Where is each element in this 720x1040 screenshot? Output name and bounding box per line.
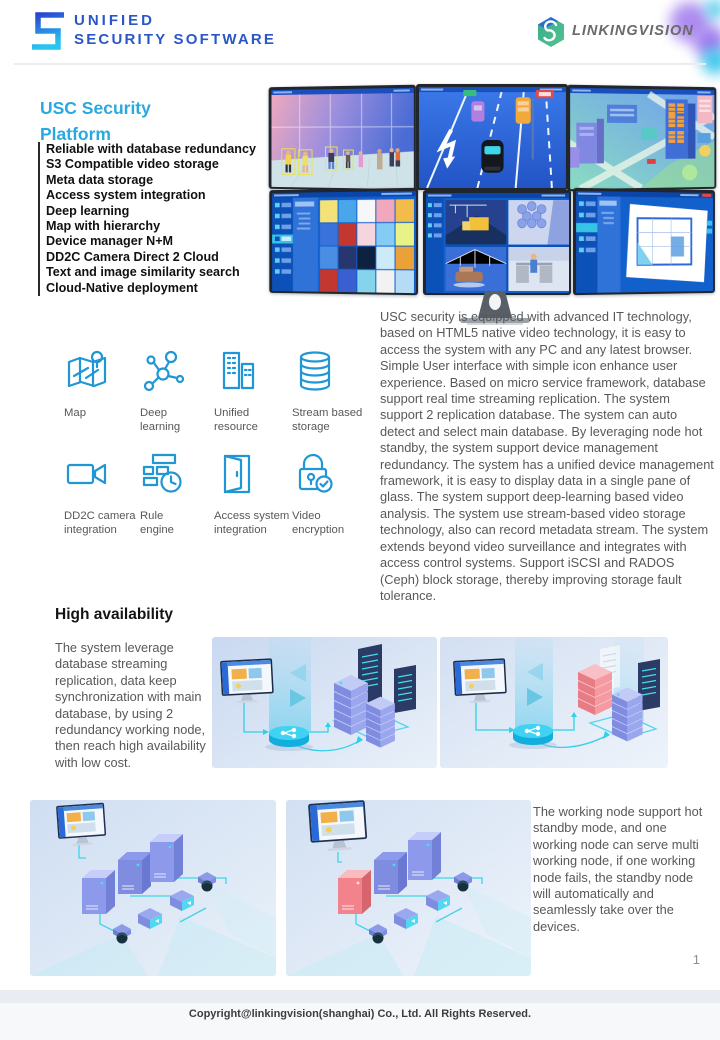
- illustration-redundancy-failover: [440, 637, 668, 768]
- brand-line2: SECURITY SOFTWARE: [74, 31, 277, 48]
- page-title-line2: Platform: [40, 124, 111, 144]
- rule-engine-icon: [140, 451, 186, 497]
- monitor-quad-view: [423, 190, 571, 295]
- traffic-screen: [419, 87, 566, 188]
- footer-copyright: Copyright@linkingvision(shanghai) Co., Ltd. All Rights Reserved.: [188, 1008, 532, 1020]
- icon-label: Map: [64, 407, 86, 419]
- feature-item: Cloud-Native deployment: [46, 280, 198, 295]
- icon-label: DD2C camera integration: [64, 510, 136, 536]
- decor-blob-cyan: [702, 48, 720, 74]
- feature-item: Meta data storage: [46, 172, 154, 187]
- brand-logo: [30, 11, 66, 56]
- monitor-traffic: [416, 84, 568, 190]
- partner-name: LINKINGVISION: [572, 23, 694, 39]
- icon-label: Unified resource: [214, 407, 258, 433]
- feature-item: Access system integration: [46, 188, 206, 203]
- page-title-line1: USC Security: [40, 98, 151, 118]
- feature-item: Map with hierarchy: [46, 219, 161, 234]
- high-availability-paragraph: The system leverage database streaming replication, data keep synchronization with main database, by using 2 redundancy working node, then reach high availability with low cost.: [55, 640, 206, 770]
- video-encryption-icon: [292, 451, 338, 497]
- feature-item: Device manager N+M: [46, 234, 174, 249]
- icon-label: Access system integration: [214, 510, 290, 536]
- brand-line1: UNIFIED: [74, 12, 155, 29]
- monitor-video-wall: [269, 188, 418, 295]
- illustration-nodes-normal: [30, 800, 276, 976]
- icon-label: Rule engine: [140, 510, 174, 536]
- brand-s-icon: [30, 11, 66, 51]
- quad-view-screen: [426, 193, 569, 293]
- decor-blob-cyan-small: [706, 0, 720, 18]
- high-availability-heading: High availability: [55, 606, 174, 623]
- access-system-icon: [214, 451, 260, 497]
- map-icon: [64, 348, 110, 394]
- feature-item: S3 Compatible video storage: [46, 157, 219, 172]
- city-map-screen: [570, 87, 714, 188]
- capability-video-encryption: [292, 451, 392, 554]
- page-number: 1: [692, 952, 700, 967]
- capability-stream-storage: [292, 348, 392, 451]
- capability-icon-grid: [64, 348, 392, 554]
- feature-item: Deep learning: [46, 203, 130, 218]
- feature-item: DD2C Camera Direct 2 Cloud: [46, 249, 219, 264]
- icon-label: Stream based storage: [292, 407, 363, 433]
- footer: [0, 990, 720, 1040]
- video-wall-screen: [272, 190, 416, 292]
- illustration-node-failed: [286, 800, 531, 976]
- unified-resource-icon: [214, 348, 260, 394]
- feature-item: Reliable with database redundancy: [46, 142, 256, 156]
- monitor-cad-plan: [573, 188, 715, 295]
- icon-label: Deep learning: [140, 407, 181, 433]
- monitor-people-detection: [269, 85, 416, 192]
- feature-item: Text and image similarity search: [46, 265, 240, 280]
- capability-unified-resource: [214, 348, 292, 451]
- dd2c-camera-icon: [64, 451, 110, 497]
- feature-list: [38, 142, 256, 296]
- capability-access-system: [214, 451, 292, 554]
- partner-hexagon-icon: [536, 16, 566, 48]
- illustration-redundancy-normal: [212, 637, 437, 768]
- brand-name: [74, 12, 276, 48]
- footer-strip: [0, 990, 720, 1003]
- partner-logo: [536, 16, 566, 53]
- page-title: [40, 95, 151, 147]
- capability-rule-engine: [140, 451, 214, 554]
- header-divider: [14, 63, 706, 65]
- capability-map: [64, 348, 140, 451]
- deep-learning-icon: [140, 348, 186, 394]
- capability-dd2c-camera: [64, 451, 140, 554]
- icon-label: Video encryption: [292, 510, 345, 536]
- capability-deep-learning: [140, 348, 214, 451]
- people-detection-screen: [271, 87, 413, 188]
- overview-paragraph: USC security is equipped with advanced IT technology, based on HTML5 native video technology, it is easy to access the system with any PC and any latest browser. Simple User interface with simple icon enhance user experience. Based on micro service framework, database support real time streaming replication. The system support 2 replication database. The system can auto detect and select main database. By leveraging node hot standby, the system support device management redundancy. The system has a unified device management framework, it is easy to display data in a single pane of glass. The system support deep-learning based video analysis. The system use stream-based video storage technology, also can record metadata stream. The system extends beyond video surveillance and integrates with access control systems. Support iSCSI and RADOS (Ceph) block storage, thereby improving storage fault tolerance.: [380, 309, 714, 603]
- stream-storage-icon: [292, 348, 338, 394]
- standby-paragraph: The working node support hot standby mode, and one working node can serve multi working node, if one working node fails, the standby node will automatically and seamlessly take over the devices.: [533, 804, 703, 934]
- monitor-city-map: [567, 85, 716, 192]
- cad-plan-screen: [576, 190, 713, 292]
